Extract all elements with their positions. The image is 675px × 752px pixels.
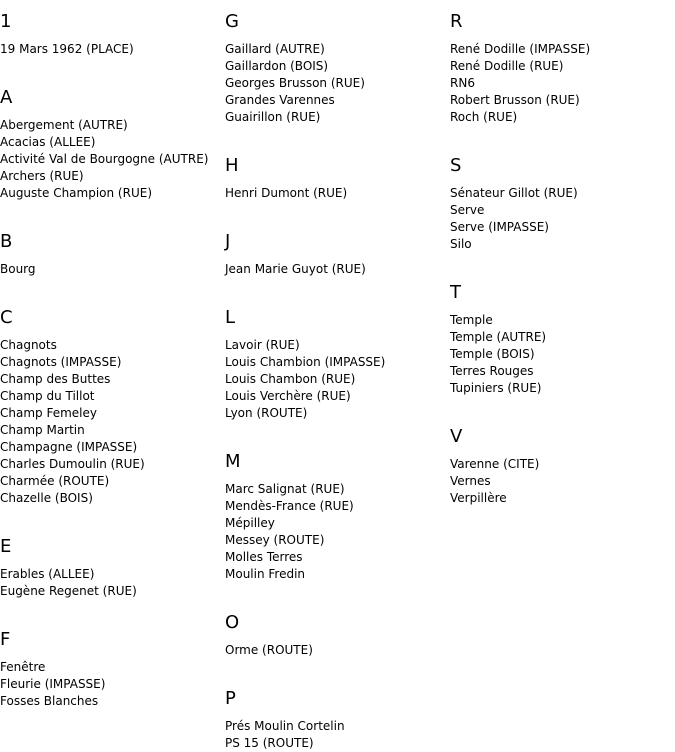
street-name: Georges Brusson (RUE) [225, 76, 365, 90]
street-name: Marc Salignat (RUE) [225, 482, 345, 496]
letter-group [450, 271, 675, 397]
letter-group [225, 220, 450, 278]
street-name: Charles Dumoulin (RUE) [0, 457, 145, 471]
letter-group [0, 296, 225, 507]
letter-group [0, 76, 225, 202]
street-name: 19 Mars 1962 (PLACE) [0, 42, 134, 56]
street-name: Verpillère [450, 491, 507, 505]
letter-group [225, 677, 450, 752]
street-name: Chagnots (IMPASSE) [0, 355, 122, 369]
street-name: Orme (ROUTE) [225, 643, 313, 657]
letter-heading: G [225, 11, 239, 32]
street-list [225, 481, 450, 583]
street-list [450, 312, 675, 397]
street-name: Auguste Champion (RUE) [0, 186, 152, 200]
street-name: Serve (IMPASSE) [450, 220, 549, 234]
letter-group [225, 0, 450, 126]
letter-group [225, 296, 450, 422]
letter-heading: 1 [0, 11, 12, 32]
street-name: Roch (RUE) [450, 110, 518, 124]
letter-heading: P [225, 688, 236, 709]
street-list [0, 659, 225, 710]
street-name: Louis Chambon (RUE) [225, 372, 356, 386]
street-list [450, 456, 675, 507]
letter-heading: V [450, 426, 463, 447]
street-name: Louis Chambion (IMPASSE) [225, 355, 386, 369]
street-name: Erables (ALLEE) [0, 567, 95, 581]
letter-heading: H [225, 155, 239, 176]
street-name: Temple (AUTRE) [450, 330, 547, 344]
letter-group [450, 415, 675, 507]
letter-group [450, 144, 675, 253]
street-name: Activité Val de Bourgogne (AUTRE) [0, 152, 209, 166]
street-name: Fosses Blanches [0, 694, 99, 708]
street-name: Archers (RUE) [0, 169, 84, 183]
street-name: RN6 [450, 76, 475, 90]
letter-heading: A [0, 87, 13, 108]
street-name: Lavoir (RUE) [225, 338, 300, 352]
letter-group [0, 220, 225, 278]
street-index-column-2 [225, 0, 450, 752]
street-name: Acacias (ALLEE) [0, 135, 96, 149]
letter-heading: O [225, 612, 240, 633]
street-name: PS 15 (ROUTE) [225, 736, 314, 750]
street-name: Chagnots [0, 338, 57, 352]
letter-group [0, 618, 225, 710]
street-name: Moulin Fredin [225, 567, 306, 581]
letter-heading: E [0, 536, 12, 557]
letter-heading: L [225, 307, 236, 328]
street-name: Temple [450, 313, 493, 327]
letter-group [225, 601, 450, 659]
street-list [225, 261, 450, 278]
street-name: Sénateur Gillot (RUE) [450, 186, 578, 200]
street-name: Prés Moulin Cortelin [225, 719, 345, 733]
street-list [225, 718, 450, 752]
street-name: Grandes Varennes [225, 93, 335, 107]
street-name: Guairillon (RUE) [225, 110, 321, 124]
letter-group [225, 440, 450, 583]
street-name: Mépilley [225, 516, 275, 530]
street-list [0, 337, 225, 507]
street-list [0, 41, 225, 58]
street-name: Silo [450, 237, 472, 251]
street-list [225, 642, 450, 659]
street-list [0, 117, 225, 202]
letter-heading: J [225, 231, 231, 252]
street-name: Vernes [450, 474, 491, 488]
street-name: Charmée (ROUTE) [0, 474, 110, 488]
street-name: Bourg [0, 262, 36, 276]
street-name: Robert Brusson (RUE) [450, 93, 580, 107]
street-name: Champ du Tillot [0, 389, 95, 403]
street-name: Molles Terres [225, 550, 303, 564]
street-name: Jean Marie Guyot (RUE) [225, 262, 366, 276]
street-name: Tupiniers (RUE) [450, 381, 542, 395]
street-name: Gaillardon (BOIS) [225, 59, 329, 73]
street-name: Gaillard (AUTRE) [225, 42, 325, 56]
letter-heading: B [0, 231, 13, 252]
street-index-column-1 [0, 0, 225, 710]
street-list [450, 185, 675, 253]
street-name: Champ Martin [0, 423, 85, 437]
street-name: René Dodille (RUE) [450, 59, 564, 73]
street-name: René Dodille (IMPASSE) [450, 42, 591, 56]
letter-group [450, 0, 675, 126]
letter-heading: T [450, 282, 461, 303]
street-name: Henri Dumont (RUE) [225, 186, 348, 200]
street-name: Abergement (AUTRE) [0, 118, 128, 132]
street-list [225, 41, 450, 126]
letter-heading: R [450, 11, 463, 32]
street-name: Champagne (IMPASSE) [0, 440, 138, 454]
street-name: Fleurie (IMPASSE) [0, 677, 106, 691]
street-list [450, 41, 675, 126]
letter-heading: S [450, 155, 462, 176]
street-list [0, 261, 225, 278]
street-name: Terres Rouges [450, 364, 534, 378]
letter-heading: C [0, 307, 13, 328]
letter-heading: F [0, 629, 11, 650]
street-name: Louis Verchère (RUE) [225, 389, 351, 403]
letter-heading: M [225, 451, 241, 472]
letter-group [0, 525, 225, 600]
street-name: Fenêtre [0, 660, 46, 674]
street-name: Eugène Regenet (RUE) [0, 584, 137, 598]
street-name: Chazelle (BOIS) [0, 491, 93, 505]
street-name: Lyon (ROUTE) [225, 406, 308, 420]
street-name: Mendès-France (RUE) [225, 499, 354, 513]
letter-group [0, 0, 225, 58]
street-name: Messey (ROUTE) [225, 533, 325, 547]
street-name: Temple (BOIS) [450, 347, 535, 361]
street-name: Champ Femeley [0, 406, 97, 420]
street-list [225, 185, 450, 202]
street-name: Serve [450, 203, 485, 217]
street-name: Varenne (CITE) [450, 457, 540, 471]
street-name: Champ des Buttes [0, 372, 111, 386]
street-index-column-3 [450, 0, 675, 507]
street-list [225, 337, 450, 422]
street-list [0, 566, 225, 600]
letter-group [225, 144, 450, 202]
